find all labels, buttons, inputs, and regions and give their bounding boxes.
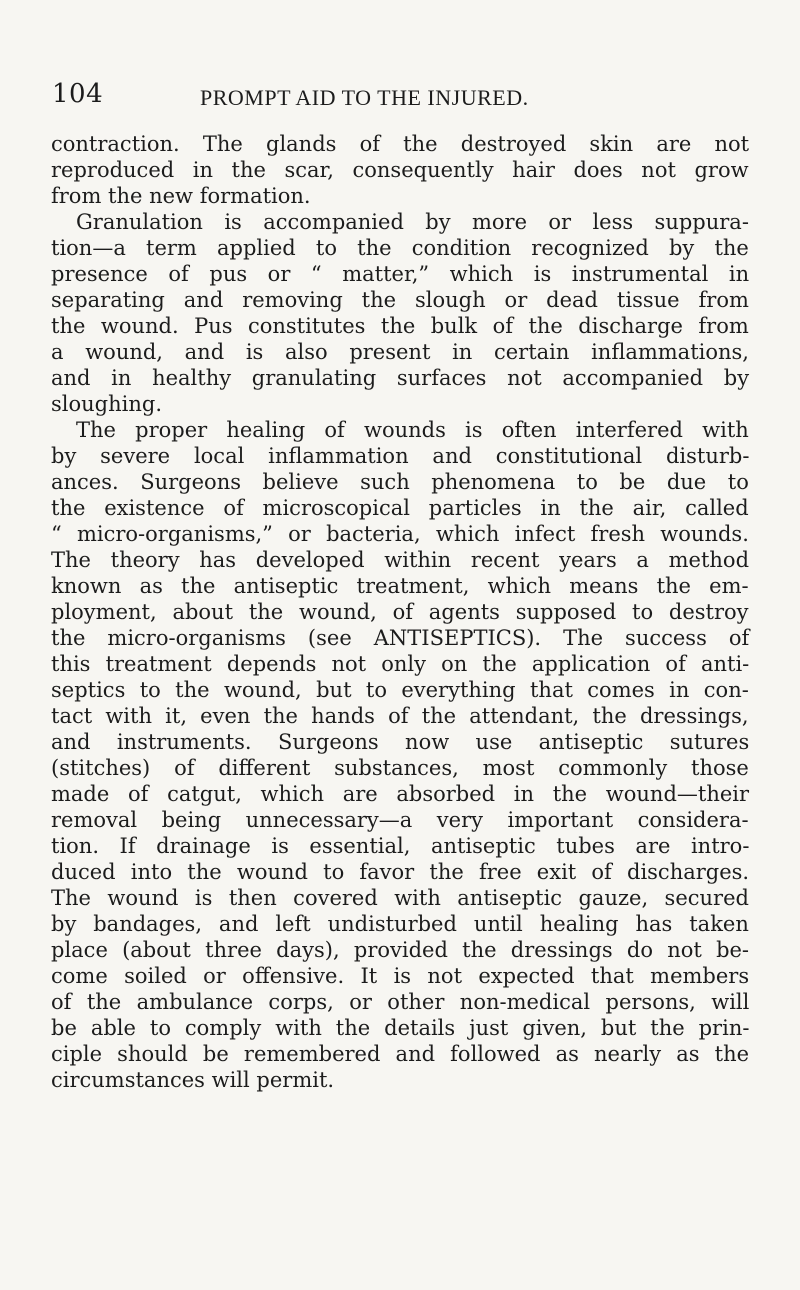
- text-line: ciple should be remembered and followed as nearly as the: [51, 1042, 750, 1066]
- text-line: by bandages, and left undisturbed until healing has taken: [51, 912, 749, 936]
- text-line: and instruments. Surgeons now use antiseptic sutures: [51, 730, 750, 754]
- text-line: (stitches) of different substances, most commonly those: [51, 756, 749, 780]
- running-title: PROMPT AID TO THE INJURED.: [200, 85, 529, 110]
- text-line: this treatment depends not only on the application of anti-: [51, 652, 750, 676]
- text-line: ployment, about the wound, of agents supposed to destroy: [51, 600, 749, 624]
- text-line: The theory has developed within recent years a method: [51, 548, 750, 572]
- text-line: from the new formation.: [51, 184, 311, 208]
- text-line: duced into the wound to favor the free exit of discharges.: [51, 860, 750, 884]
- text-line: septics to the wound, but to everything that comes in con-: [51, 678, 749, 702]
- page-number: 104: [52, 79, 104, 109]
- text-line: Granulation is accompanied by more or less suppura-: [76, 210, 749, 234]
- text-line: the micro-organisms (see ANTISEPTICS). The success of: [51, 626, 750, 650]
- text-line: separating and removing the slough or dead tissue from: [51, 288, 749, 312]
- text-line: ances. Surgeons believe such phenomena to be due to: [51, 470, 749, 494]
- text-line: the wound. Pus constitutes the bulk of the discharge from: [51, 314, 749, 338]
- text-line: reproduced in the scar, consequently hair does not grow: [51, 158, 749, 182]
- text-line: The wound is then covered with antiseptic gauze, secured: [51, 886, 749, 910]
- text-line: of the ambulance corps, or other non-medical persons, will: [51, 990, 750, 1014]
- running-head: [52, 74, 752, 114]
- text-line: come soiled or offensive. It is not expected that members: [51, 964, 750, 988]
- text-line: The proper healing of wounds is often interfered with: [76, 418, 749, 442]
- text-line: and in healthy granulating surfaces not accompanied by: [51, 366, 750, 390]
- text-line: be able to comply with the details just given, but the prin-: [51, 1016, 750, 1040]
- text-line: a wound, and is also present in certain inflammations,: [51, 340, 749, 364]
- text-line: place (about three days), provided the dressings do not be-: [51, 938, 750, 962]
- text-line: “ micro-organisms,” or bacteria, which infect fresh wounds.: [51, 522, 749, 546]
- text-line: tion—a term applied to the condition recognized by the: [51, 236, 749, 260]
- text-line: by severe local inflammation and constitutional disturb-: [51, 444, 750, 468]
- text-line: sloughing.: [51, 392, 162, 416]
- text-line: the existence of microscopical particles in the air, called: [51, 496, 749, 520]
- text-line: circumstances will permit.: [51, 1068, 335, 1092]
- text-line: contraction. The glands of the destroyed skin are not: [51, 132, 750, 156]
- text-line: tion. If drainage is essential, antiseptic tubes are intro-: [51, 834, 750, 858]
- text-line: removal being unnecessary—a very important considera-: [51, 808, 749, 832]
- text-line: made of catgut, which are absorbed in the wound—their: [51, 782, 750, 806]
- text-line: tact with it, even the hands of the attendant, the dressings,: [51, 704, 749, 728]
- text-line: presence of pus or “ matter,” which is instrumental in: [51, 262, 750, 286]
- text-line: known as the antiseptic treatment, which means the em-: [51, 574, 749, 598]
